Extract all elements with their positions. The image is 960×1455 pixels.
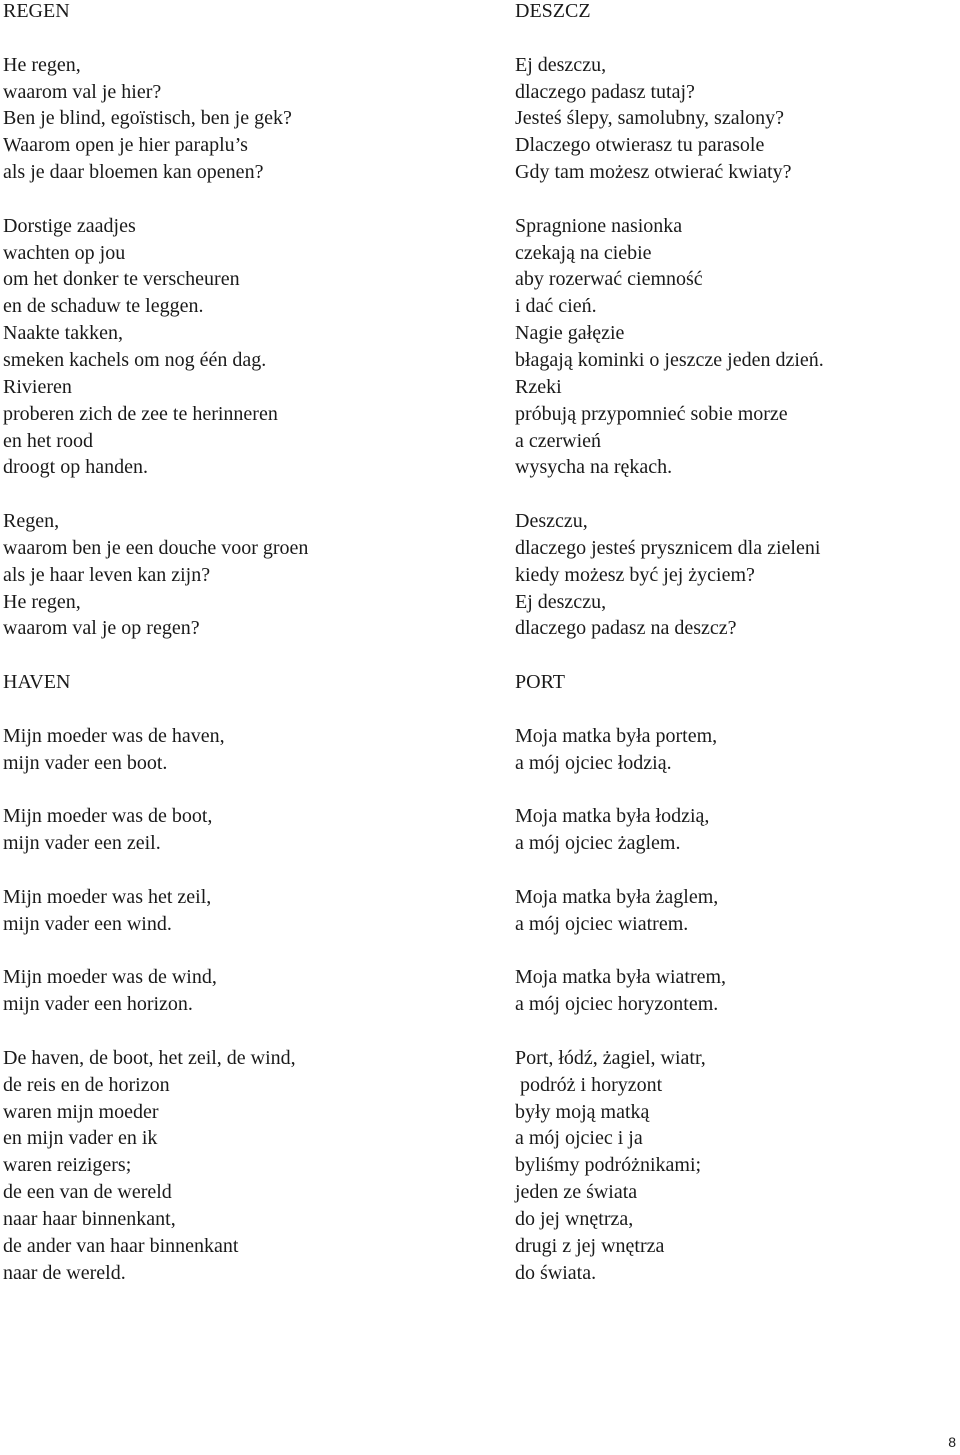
blank-line [515,186,955,213]
blank-line [3,25,473,52]
blank-line [3,938,473,965]
poem-line: dlaczego padasz tutaj? [515,80,695,103]
poem-line: en het rood [3,429,93,452]
page-number: 8 [948,1434,956,1450]
poem-line: Ej deszczu, [515,590,607,613]
blank-line [3,857,473,884]
poem-line: do świata. [515,1261,597,1284]
poem-line: Spragnione nasionka [515,214,683,237]
blank-line [515,642,955,669]
poem-line: błagają kominki o jeszcze jeden dzień. [515,348,824,371]
blank-line [3,481,473,508]
poem-line: dlaczego jesteś prysznicem dla zieleni [515,536,821,559]
poem-line: als je daar bloemen kan openen? [3,161,264,184]
poem-line: Moja matka była żaglem, [515,885,719,908]
poem-line: DESZCZ [515,0,591,22]
poem-line: a czerwień [515,429,602,452]
poem-line: Regen, [3,510,60,533]
poem-line: Mijn moeder was de wind, [3,966,217,989]
blank-line [515,481,955,508]
poem-line: He regen, [3,590,81,613]
poem-line: de reis en de horizon [3,1073,170,1096]
poem-line: były moją matką [515,1100,650,1123]
poem-line: Mijn moeder was de haven, [3,724,225,747]
poem-line: Dlaczego otwierasz tu parasole [515,134,765,157]
poem-line: proberen zich de zee te herinneren [3,402,278,425]
poem-line: REGEN [3,0,70,22]
poem-line: byliśmy podróżnikami; [515,1154,702,1177]
poem-line: aby rozerwać ciemność [515,268,703,291]
poem-line: mijn vader een zeil. [3,832,161,855]
poem-line: i dać cień. [515,295,597,318]
blank-line [3,696,473,723]
poem-line: en mijn vader en ik [3,1127,158,1150]
poem-line: als je haar leven kan zijn? [3,563,211,586]
poem-line: waarom ben je een douche voor groen [3,536,309,559]
polish-poem-column [515,0,955,1287]
poem-line: Moja matka była łodzią, [515,805,710,828]
poem-line: de een van de wereld [3,1181,172,1204]
poem-line: a mój ojciec i ja [515,1127,643,1150]
poem-line: Dorstige zaadjes [3,214,136,237]
poem-line: Rivieren [3,375,72,398]
blank-line [3,642,473,669]
poem-line: drugi z jej wnętrza [515,1234,665,1257]
poem-line: om het donker te verscheuren [3,268,240,291]
poem-line: jeden ze świata [515,1181,638,1204]
poem-line: Waarom open je hier paraplu’s [3,134,248,157]
blank-line [515,696,955,723]
blank-line [3,186,473,213]
blank-line [515,776,955,803]
blank-line [515,938,955,965]
poem-line: naar de wereld. [3,1261,126,1284]
blank-line [3,776,473,803]
poem-line: podróż i horyzont [515,1073,663,1096]
poem-line: czekają na ciebie [515,241,652,264]
poem-line: en de schaduw te leggen. [3,295,204,318]
poem-line: HAVEN [3,671,71,694]
poem-line: de ander van haar binnenkant [3,1234,239,1257]
poem-line: De haven, de boot, het zeil, de wind, [3,1046,296,1069]
poem-line: waarom val je hier? [3,80,162,103]
poem-line: naar haar binnenkant, [3,1207,176,1230]
poem-line: waarom val je op regen? [3,617,200,640]
poem-line: próbują przypomnieć sobie morze [515,402,788,425]
poem-line: mijn vader een boot. [3,751,168,774]
poem-line: Ej deszczu, [515,53,607,76]
poem-line: Rzeki [515,375,562,398]
poem-line: a mój ojciec wiatrem. [515,912,689,935]
poem-line: mijn vader een wind. [3,912,172,935]
poem-line: Moja matka była portem, [515,724,718,747]
poem-line: Mijn moeder was het zeil, [3,885,212,908]
poem-line: do jej wnętrza, [515,1207,634,1230]
poem-line: Gdy tam możesz otwierać kwiaty? [515,161,792,184]
blank-line [515,1018,955,1045]
blank-line [515,25,955,52]
poem-line: Moja matka była wiatrem, [515,966,727,989]
dutch-poem-column [3,0,473,1287]
poem-line: mijn vader een horizon. [3,993,193,1016]
blank-line [3,1018,473,1045]
poem-line: Mijn moeder was de boot, [3,805,213,828]
poem-line: Jesteś ślepy, samolubny, szalony? [515,107,785,130]
poem-line: waren reizigers; [3,1154,132,1177]
blank-line [515,857,955,884]
poem-line: wachten op jou [3,241,126,264]
poem-line: wysycha na rękach. [515,456,673,479]
poem-line: Port, łódź, żagiel, wiatr, [515,1046,706,1069]
poem-line: PORT [515,671,565,694]
poem-line: Nagie gałęzie [515,322,625,345]
poem-line: a mój ojciec horyzontem. [515,993,719,1016]
poem-line: Naakte takken, [3,322,123,345]
poem-line: waren mijn moeder [3,1100,159,1123]
poem-line: He regen, [3,53,81,76]
poem-line: a mój ojciec łodzią. [515,751,672,774]
poem-line: Ben je blind, egoïstisch, ben je gek? [3,107,292,130]
poem-line: a mój ojciec żaglem. [515,832,681,855]
poem-line: smeken kachels om nog één dag. [3,348,267,371]
poem-line: droogt op handen. [3,456,148,479]
poem-line: kiedy możesz być jej życiem? [515,563,755,586]
poem-line: dlaczego padasz na deszcz? [515,617,737,640]
poem-line: Deszczu, [515,510,588,533]
